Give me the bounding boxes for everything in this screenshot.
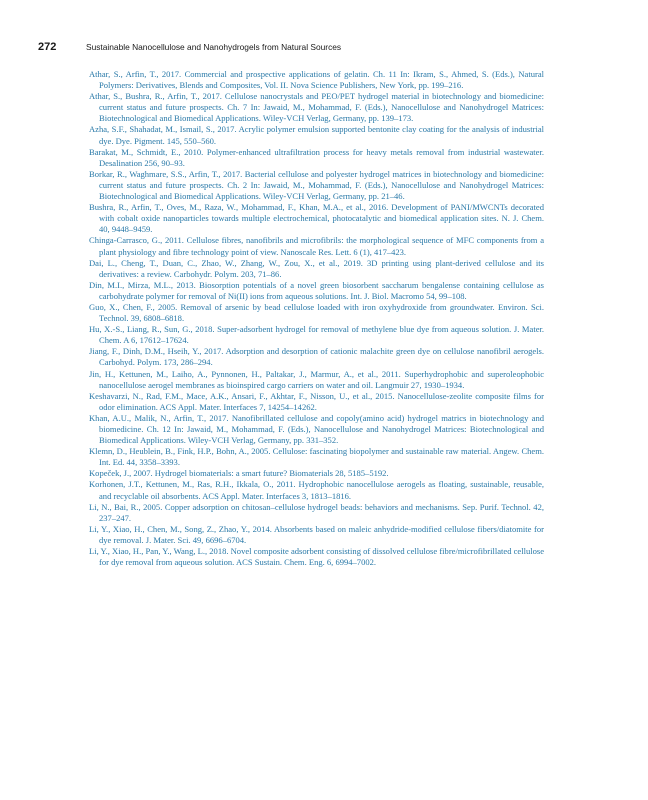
reference-item: Azha, S.F., Shahadat, M., Ismail, S., 2017. Acrylic polymer emulsion supported bentonite clay coating for the analysis of industrial dye. Dye. Pigment. 145, 550–560. bbox=[89, 124, 544, 146]
page-header bbox=[38, 41, 588, 53]
reference-item: Khan, A.U., Malik, N., Arfin, T., 2017. Nanofibrillated cellulose and copoly(amino acid) hydrogel matrics in biotechnology and biomedicine. Ch. 12 In: Jawaid, M., Mohammad, F. (Eds.), Nanocellulose and Nanohydrogel Matrices: Biotechnological and Biomedical Applications. Wiley-VCH Verlag, Germany, pp. 331–352. bbox=[89, 412, 544, 446]
reference-item: Athar, S., Arfin, T., 2017. Commercial and prospective applications of gelatin. Ch. 11 In: Ikram, S., Ahmed, S. (Eds.), Natural Polymers: Derivatives, Blends and Composites, Vol. II. Nova Science Publishers, New York, pp. 199–216. bbox=[89, 69, 544, 91]
reference-item: Keshavarzi, N., Rad, F.M., Mace, A.K., Ansari, F., Akhtar, F., Nisson, U., et al., 2015. Nanocellulose-zeolite composite films for odor elimination. ACS Appl. Mater. Interfaces 7, 14254–14262. bbox=[89, 390, 544, 412]
reference-item: Dai, L., Cheng, T., Duan, C., Zhao, W., Zhang, W., Zou, X., et al., 2019. 3D printing using plant-derived cellulose and its derivatives: a review. Carbohydr. Polym. 203, 71–86. bbox=[89, 257, 544, 279]
reference-item: Li, Y., Xiao, H., Pan, Y., Wang, L., 2018. Novel composite adsorbent consisting of dissolved cellulose fibre/microfibrillated cellulose for dye removal from aqueous solution. ACS Sustain. Chem. Eng. 6, 6994–7002. bbox=[89, 546, 544, 568]
reference-item: Bushra, R., Arfin, T., Oves, M., Raza, W., Mohammad, F., Khan, M.A., et al., 2016. Development of PANI/MWCNTs decorated with cobalt oxide nanoparticles towards multiple electrochemical, photocatalytic and biomedical application sites. N. J. Chem. 40, 9448–9459. bbox=[89, 202, 544, 235]
reference-item: Jin, H., Kettunen, M., Laiho, A., Pynnonen, H., Paltakar, J., Marmur, A., et al., 2011. Superhydrophobic and superoleophobic nanocellulose aerogel membranes as bioinspired cargo carriers on water and oil. Langmuir 27, 1930–1934. bbox=[89, 368, 544, 390]
reference-item: Athar, S., Bushra, R., Arfin, T., 2017. Cellulose nanocrystals and PEO/PET hydrogel material in biotechnology and biomedicine: current status and future prospects. Ch. 7 In: Jawaid, M., Mohammad, F. (Eds.), Nanocellulose and Nanohydrogel Matrices: Biotechnological and Biomedical Applications. Wiley-VCH Verlag, Germany, pp. 139–173. bbox=[89, 91, 544, 124]
reference-item: Din, M.I., Mirza, M.L., 2013. Biosorption potentials of a novel green biosorbent saccharum bengalense containing cellulose as carbohydrate polymer for removal of Ni(II) ions from aqueous solutions. Int. J. Biol. Macromo 54, 99–108. bbox=[89, 279, 544, 301]
reference-item: Chinga-Carrasco, G., 2011. Cellulose fibres, nanofibrils and microfibrils: the morphological sequence of MFC components from a plant physiology and fibre technology point of view. Nanoscale Res. Lett. 6 (1), 417–423. bbox=[89, 235, 544, 257]
reference-item: Guo, X., Chen, F., 2005. Removal of arsenic by bead cellulose loaded with iron oxyhydroxide from groundwater. Environ. Sci. Technol. 39, 6808–6818. bbox=[89, 301, 544, 324]
reference-item: Kopeček, J., 2007. Hydrogel biomaterials: a smart future? Biomaterials 28, 5185–5192. bbox=[89, 468, 389, 479]
reference-item: Li, N., Bai, R., 2005. Copper adsorption on chitosan–cellulose hydrogel beads: behaviors and mechanisms. Sep. Purif. Technol. 42, 237–247. bbox=[89, 501, 544, 523]
reference-item: Li, Y., Xiao, H., Chen, M., Song, Z., Zhao, Y., 2014. Absorbents based on maleic anhydride-modified cellulose fibers/diatomite for dye removal. J. Mater. Sci. 49, 6696–6704. bbox=[89, 523, 544, 545]
reference-list bbox=[89, 69, 544, 568]
reference-item: Borkar, R., Waghmare, S.S., Arfin, T., 2017. Bacterial cellulose and polyester hydrogel matrices in biotechnology and biomedicine: current status and future prospects. Ch. 2 In: Jawaid, M., Mohammad, F. (Eds.), Nanocellulose and Nanohydrogel Matrices: Biotechnological and Biomedical Applications. Wiley-VCH Verlag, Germany, pp. 21–46. bbox=[89, 168, 544, 202]
reference-item: Jiang, F., Dinh, D.M., Hseih, Y., 2017. Adsorption and desorption of cationic malachite green dye on cellulose nanofibril aerogels. Carbohyd. Polym. 173, 286–294. bbox=[89, 346, 544, 368]
reference-item: Hu, X.-S., Liang, R., Sun, G., 2018. Super-adsorbent hydrogel for removal of methylene blue dye from aqueous solution. J. Mater. Chem. A 6, 17612–17624. bbox=[89, 324, 544, 346]
page-number: 272 bbox=[38, 41, 57, 53]
running-title: Sustainable Nanocellulose and Nanohydrogels from Natural Sources bbox=[86, 42, 342, 52]
reference-item: Barakat, M., Schmidt, E., 2010. Polymer-enhanced ultrafiltration process for heavy metals removal from industrial wastewater. Desalination 256, 90–93. bbox=[89, 146, 544, 168]
reference-item: Korhonen, J.T., Kettunen, M., Ras, R.H., Ikkala, O., 2011. Hydrophobic nanocellulose aerogels as floating, sustainable, reusable, and recyclable oil absorbents. ACS Appl. Mater. Interfaces 3, 1813–1816. bbox=[89, 479, 544, 501]
reference-item: Klemn, D., Heublein, B., Fink, H.P., Bohn, A., 2005. Cellulose: fascinating biopolymer and sustainable raw material. Angew. Chem. Int. Ed. 44, 3358–3393. bbox=[89, 446, 544, 468]
